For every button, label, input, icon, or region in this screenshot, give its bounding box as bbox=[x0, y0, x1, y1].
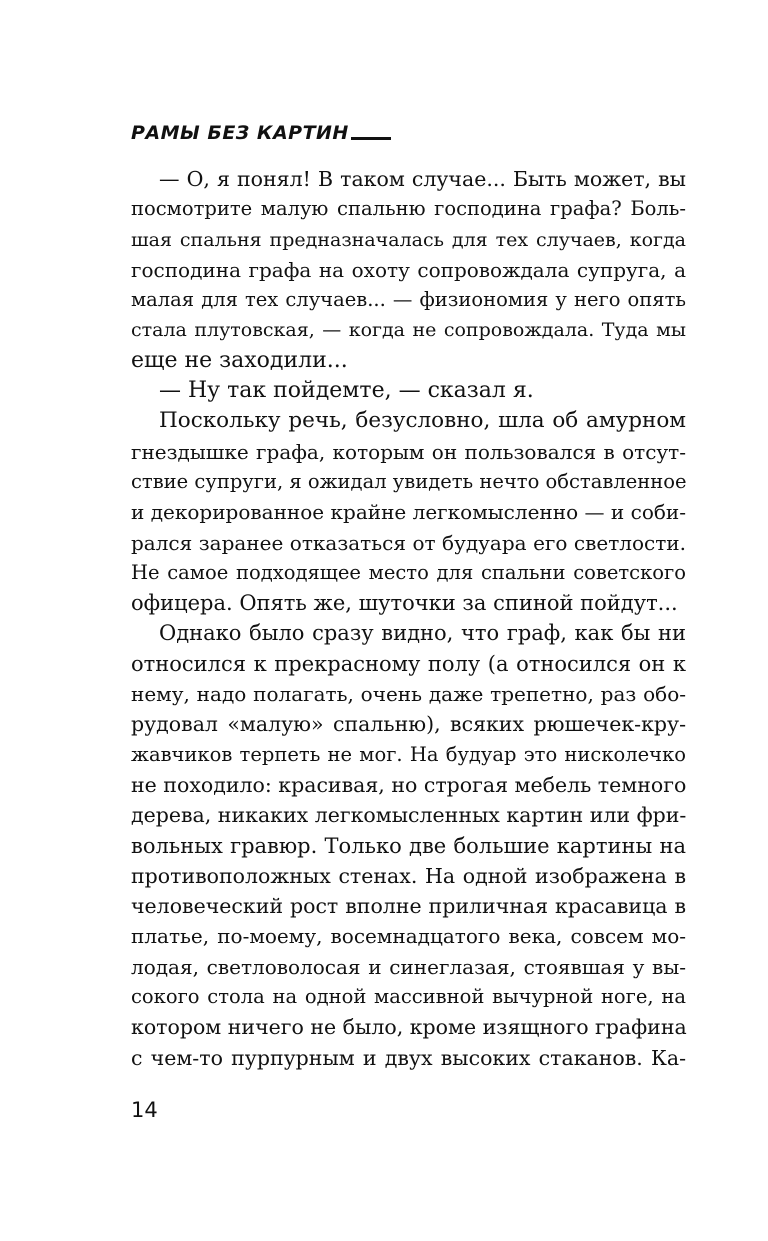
text-line: Поскольку речь, безусловно, шла об амурном bbox=[159, 408, 686, 434]
text-line: стала плутовская, — когда не сопровождала. Туда мы bbox=[131, 319, 686, 342]
text-line: платье, по-моему, восемнадцатого века, совсем мо- bbox=[131, 924, 686, 949]
page-number: 14 bbox=[131, 1098, 158, 1122]
body-text bbox=[131, 164, 686, 1073]
text-line: лодая, светловолосая и синеглазая, стоявшая у вы- bbox=[131, 954, 686, 979]
text-line: котором ничего не было, кроме изящного графина bbox=[131, 1015, 687, 1040]
text-line: — Ну так пойдемте, — сказал я. bbox=[159, 378, 534, 404]
text-line: человеческий рост вполне приличная красавица в bbox=[131, 894, 686, 919]
text-line: относился к прекрасному полу (а относился он к bbox=[131, 651, 686, 676]
text-line: сокого стола на одной массивной вычурной ноге, на bbox=[131, 985, 686, 1009]
text-line: еще не заходили... bbox=[131, 347, 348, 373]
text-line: и декорированное крайне легкомысленно — и соби- bbox=[131, 500, 686, 525]
running-head-title: РАМЫ БЕЗ КАРТИН bbox=[131, 122, 349, 144]
text-line: рался заранее отказаться от будуара его светлости. bbox=[131, 530, 686, 555]
text-line: господина графа на охоту сопровождала супруга, а bbox=[131, 257, 686, 282]
text-line: посмотрите малую спальню господина графа? Боль- bbox=[131, 197, 686, 221]
text-line: малая для тех случаев... — физиономия у него опять bbox=[131, 288, 686, 312]
text-line: жавчиков терпеть не мог. На будуар это нисколечко bbox=[131, 742, 686, 766]
text-line: гнездышке графа, которым он пользовался в отсут- bbox=[131, 439, 686, 464]
text-line: офицера. Опять же, шуточки за спиной пойдут... bbox=[131, 591, 678, 616]
text-line: не походило: красивая, но строгая мебель темного bbox=[131, 772, 687, 797]
text-line: — О, я понял! В таком случае... Быть может, вы bbox=[159, 167, 686, 191]
text-line: рудовал «малую» спальню), всяких рюшечек-кру- bbox=[131, 712, 686, 737]
running-head bbox=[131, 122, 391, 144]
text-line: вольных гравюр. Только две большие картины на bbox=[131, 833, 686, 858]
text-line: ствие супруги, я ожидал увидеть нечто обставленное bbox=[131, 469, 687, 493]
text-line: Однако было сразу видно, что граф, как бы ни bbox=[159, 621, 686, 646]
text-line: противоположных стенах. На одной изображена в bbox=[131, 863, 686, 888]
text-line: Не самое подходящее место для спальни советского bbox=[131, 560, 686, 584]
text-line: шая спальня предназначалась для тех случаев, когда bbox=[131, 228, 686, 251]
text-line: с чем-то пурпурным и двух высоких стаканов. Ка- bbox=[131, 1045, 686, 1070]
running-head-rule bbox=[351, 137, 391, 140]
text-line: дерева, никаких легкомысленных картин или фри- bbox=[131, 803, 687, 828]
text-line: нему, надо полагать, очень даже трепетно, раз обо- bbox=[131, 682, 686, 707]
